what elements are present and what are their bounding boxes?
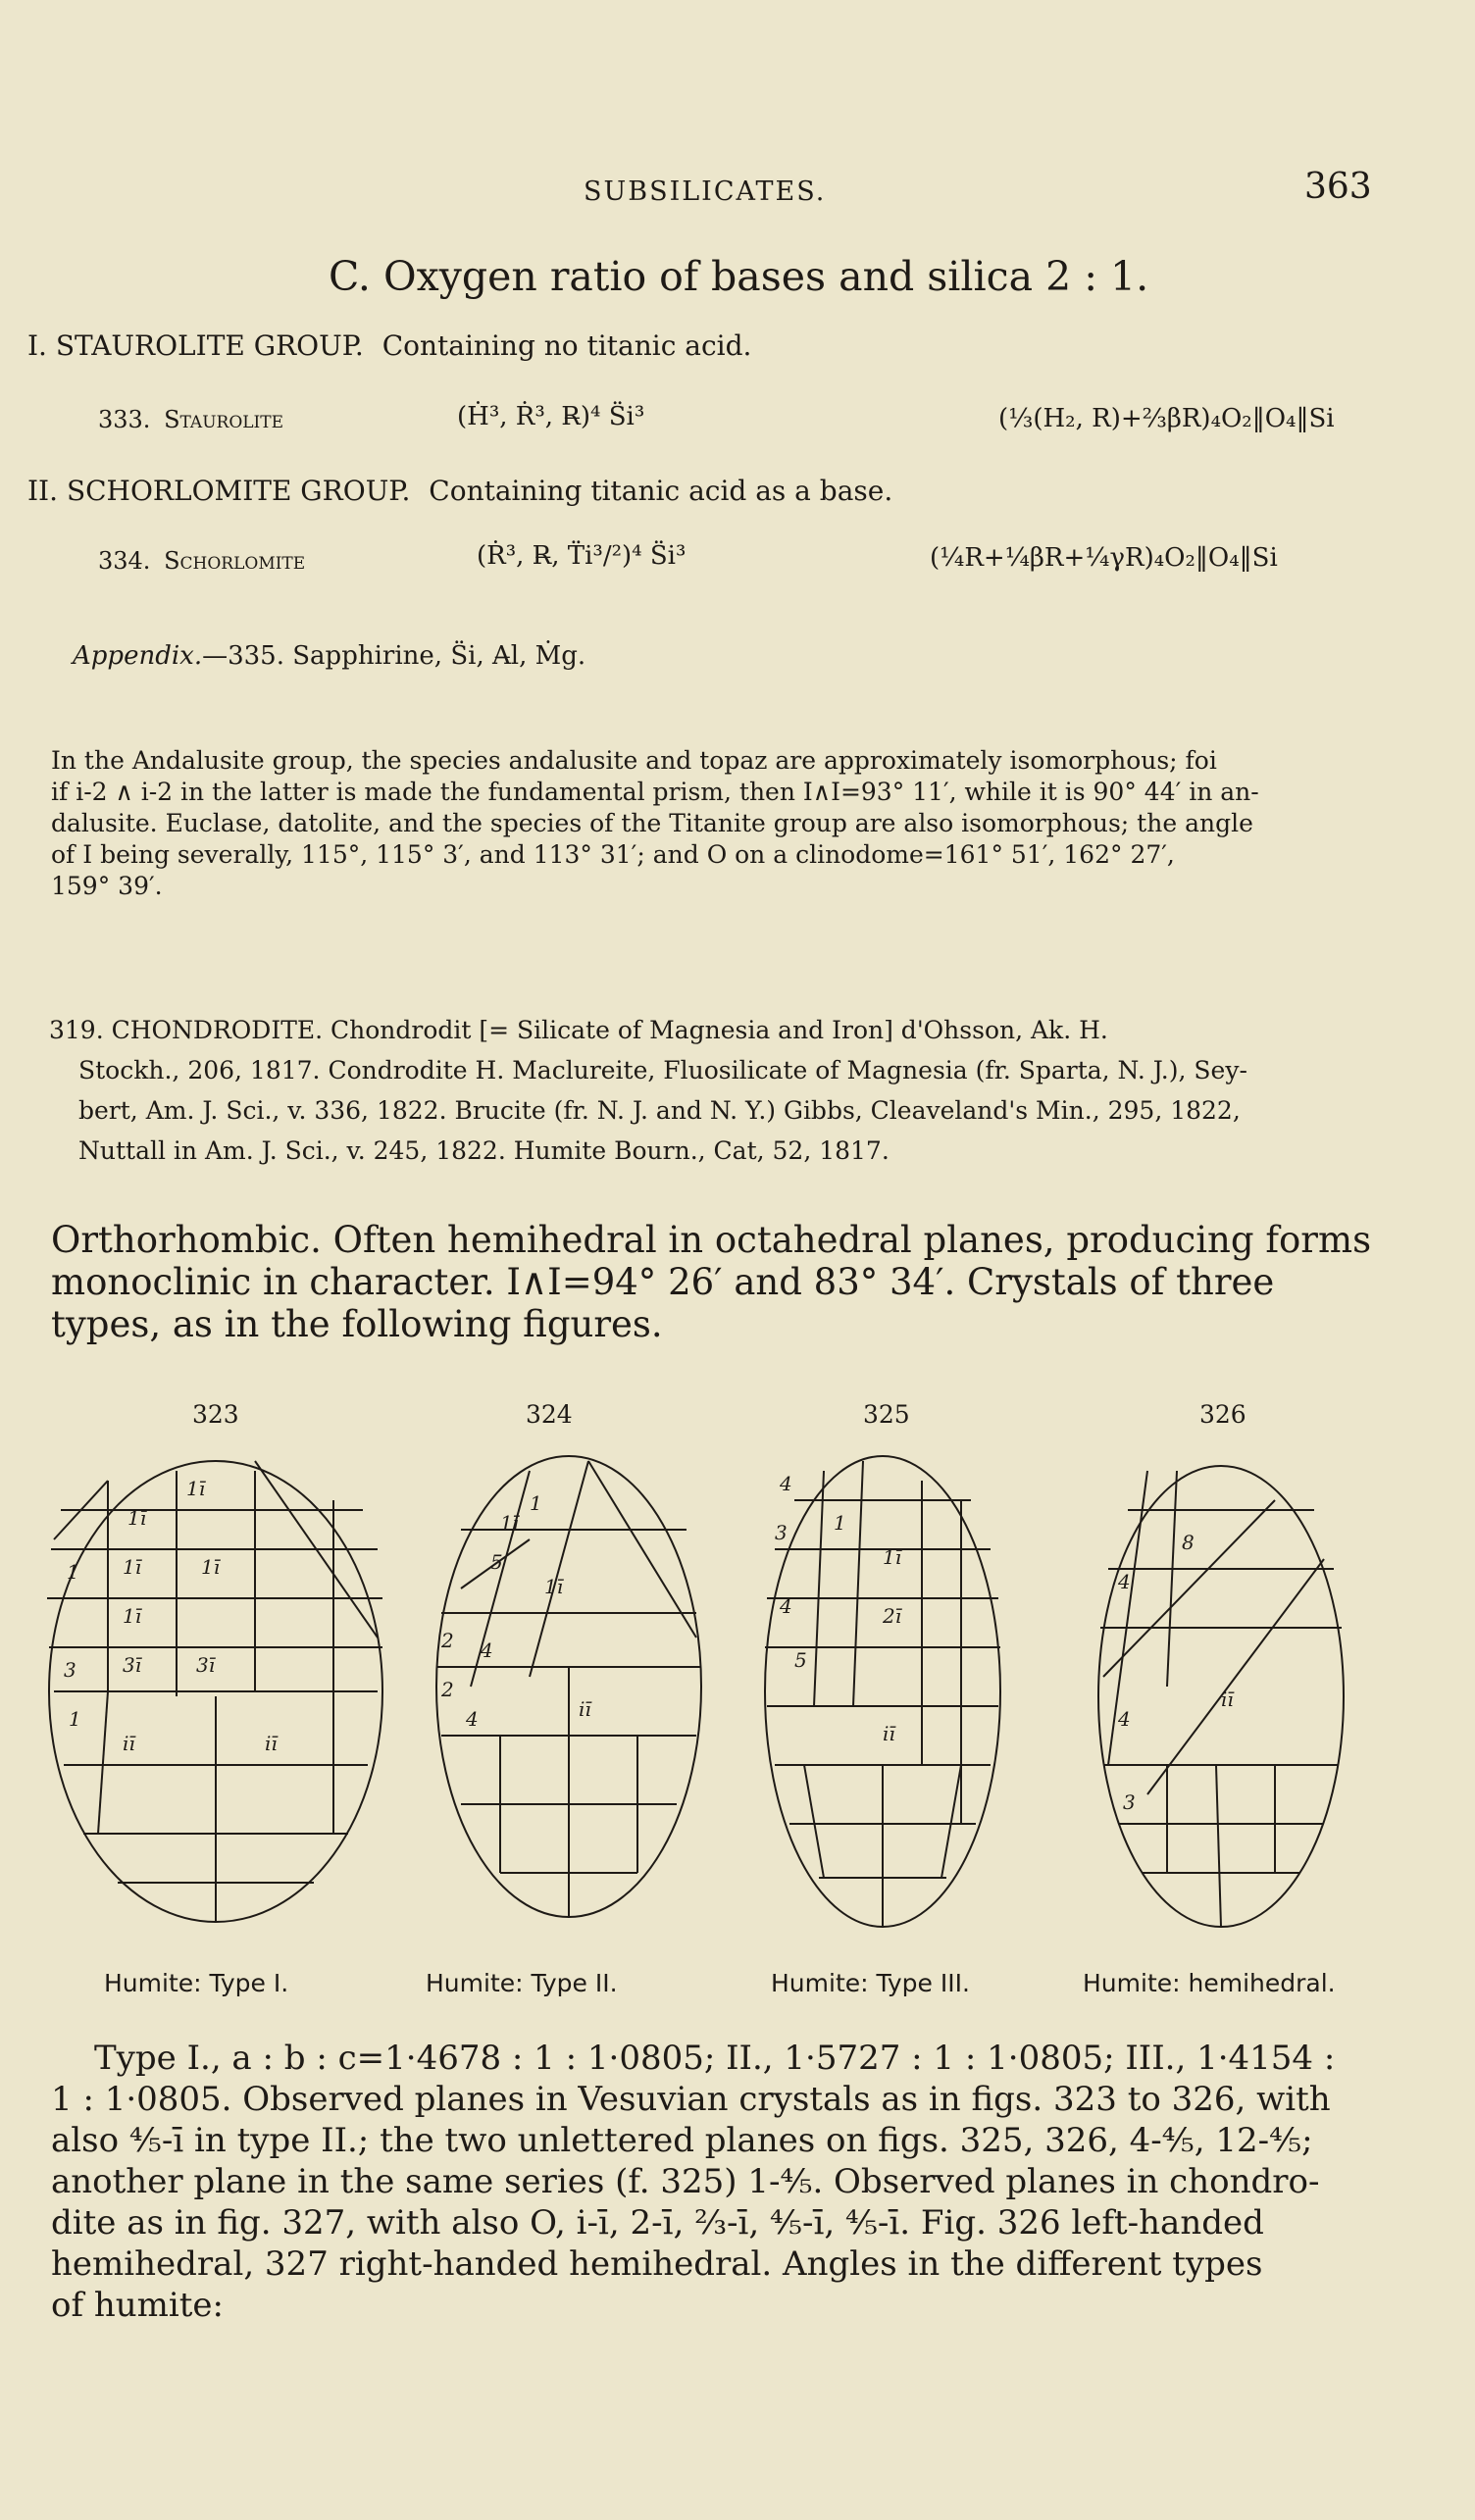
section-title: C. Oxygen ratio of bases and silica 2 : 1. <box>329 253 1149 300</box>
face-label: 3ī <box>196 1653 216 1677</box>
humite-crystal-figures <box>39 1441 1451 1951</box>
face-label: 1 <box>69 1707 81 1731</box>
entry-334-name: Schorlomite <box>164 547 306 575</box>
final-line: Type I., a : b : c=1·4678 : 1 : 1·0805; II., 1·5727 : 1 : 1·0805; III., 1·4154 : <box>94 2039 1336 2078</box>
final-line: also ⅘-ī in type II.; the two unlettered planes on figs. 325, 326, 4-⅘, 12-⅘; <box>51 2121 1313 2160</box>
face-label: 4 <box>780 1594 792 1618</box>
face-label: 1 <box>67 1560 79 1584</box>
intro-paragraph <box>51 1219 1371 1345</box>
intro-line: Orthorhombic. Often hemihedral in octahedral planes, producing forms <box>51 1219 1372 1261</box>
face-label: iī <box>883 1722 895 1745</box>
page-number: 363 <box>1304 167 1372 207</box>
face-label: 1ī <box>127 1506 147 1530</box>
face-label: 5 <box>794 1648 807 1672</box>
running-title: SUBSILICATES. <box>584 176 827 207</box>
face-label: 1ī <box>123 1555 142 1579</box>
face-label: 1ī <box>500 1511 520 1535</box>
group-1-name: STAUROLITE GROUP. <box>55 329 364 362</box>
figure-323-caption: Humite: Type I. <box>104 1969 289 1997</box>
entry-333-formula-1: (Ḣ³, Ṙ³, R̶)⁴ S̈i³ <box>457 402 645 431</box>
final-line: hemihedral, 327 right-handed hemihedral. Angles in the different types <box>51 2244 1263 2284</box>
group-2-heading <box>27 475 892 507</box>
final-line: dite as in fig. 327, with also O, i-ī, 2-ī, ⅔-ī, ⅘-ī, ⅘-ī. Fig. 326 left-handed <box>51 2203 1264 2243</box>
face-label: 5 <box>490 1550 503 1574</box>
chondrodite-entry <box>49 1010 1247 1171</box>
face-label: 2 <box>441 1678 454 1701</box>
final-line: another plane in the same series (f. 325) 1-⅘. Observed planes in chondro- <box>51 2162 1320 2201</box>
entry-334-formula-2: (¼R+¼βR+¼γR)₄O₂‖O₄‖Si <box>930 543 1278 573</box>
chondrodite-line: Stockh., 206, 1817. Condrodite H. Maclureite, Fluosilicate of Magnesia (fr. Sparta, N. J.), Sey- <box>78 1056 1247 1084</box>
face-label: 1 <box>834 1511 846 1535</box>
final-line: 1 : 1·0805. Observed planes in Vesuvian crystals as in figs. 323 to 326, with <box>51 2080 1331 2119</box>
figure-326-caption: Humite: hemihedral. <box>1083 1969 1336 1997</box>
face-label: 4 <box>1118 1570 1131 1593</box>
figure-325-drawing <box>765 1456 1000 1927</box>
figure-324-number: 324 <box>526 1400 573 1429</box>
final-line: of humite: <box>51 2286 225 2325</box>
figure-326-number: 326 <box>1199 1400 1246 1429</box>
figure-323-drawing <box>47 1461 382 1922</box>
andalusite-line: 159° 39′. <box>51 872 163 900</box>
face-label: 3 <box>64 1658 76 1682</box>
face-label: 1 <box>530 1491 542 1515</box>
face-label: iī <box>579 1697 591 1721</box>
entry-334 <box>98 547 305 575</box>
entry-333-formula-2: (⅓(H₂, R)+⅔βR)₄O₂‖O₄‖Si <box>998 404 1335 433</box>
group-2-numeral: II. <box>27 475 59 507</box>
figure-324-drawing <box>436 1456 701 1917</box>
intro-line: types, as in the following figures. <box>51 1303 663 1345</box>
face-label: 4 <box>780 1472 792 1495</box>
entry-334-num: 334. <box>98 547 151 575</box>
chondrodite-line: 319. CHONDRODITE. Chondrodit [= Silicate of Magnesia and Iron] d'Ohsson, Ak. H. <box>49 1016 1108 1044</box>
figure-324-caption: Humite: Type II. <box>426 1969 618 1997</box>
group-2-desc: Containing titanic acid as a base. <box>429 475 893 507</box>
final-paragraph <box>51 2038 1335 2326</box>
chondrodite-line: Nuttall in Am. J. Sci., v. 245, 1822. Humite Bourn., Cat, 52, 1817. <box>78 1136 890 1165</box>
andalusite-line: if i-2 ∧ i-2 in the latter is made the fundamental prism, then I∧I=93° 11′, while it is 90° 44′ in an- <box>51 778 1259 806</box>
figure-323-number: 323 <box>192 1400 239 1429</box>
andalusite-line: of I being severally, 115°, 115° 3′, and 113° 31′; and O on a clinodome=161° 51′, 162° 27′, <box>51 840 1175 869</box>
face-label: 3ī <box>123 1653 142 1677</box>
appendix-text: —335. Sapphirine, S̈i, A̶l, Ṁg. <box>202 641 586 671</box>
entry-333 <box>98 406 283 433</box>
face-label: 4 <box>1118 1707 1131 1731</box>
face-label: 1ī <box>201 1555 221 1579</box>
face-label: iī <box>123 1732 135 1755</box>
face-label: 1ī <box>123 1604 142 1628</box>
entry-333-num: 333. <box>98 406 151 433</box>
face-label: 4 <box>466 1707 479 1731</box>
figure-325-number: 325 <box>863 1400 910 1429</box>
face-label: 1ī <box>186 1477 206 1500</box>
andalusite-paragraph <box>51 745 1385 902</box>
face-label: 3 <box>1123 1790 1136 1814</box>
face-label: 2ī <box>883 1604 902 1628</box>
face-label: 1ī <box>883 1545 902 1569</box>
appendix <box>73 641 585 671</box>
intro-line: monoclinic in character. I∧I=94° 26′ and 83° 34′. Crystals of three <box>51 1261 1275 1303</box>
face-label: 8 <box>1182 1531 1195 1554</box>
andalusite-line: dalusite. Euclase, datolite, and the species of the Titanite group are also isomorphous; the angle <box>51 809 1253 837</box>
face-label: 3 <box>775 1521 788 1544</box>
appendix-label: Appendix. <box>73 641 203 671</box>
group-1-heading <box>27 329 751 362</box>
face-label: 1ī <box>544 1575 564 1598</box>
chondrodite-line: bert, Am. J. Sci., v. 336, 1822. Brucite (fr. N. J. and N. Y.) Gibbs, Cleaveland's Min., 295, 1822, <box>78 1096 1241 1125</box>
group-1-desc: Containing no titanic acid. <box>381 329 752 362</box>
entry-334-formula-1: (Ṙ³, R̶, T̈i³/²)⁴ S̈i³ <box>477 541 687 571</box>
face-label: 4 <box>481 1638 493 1662</box>
face-label: iī <box>265 1732 278 1755</box>
face-label: iī <box>1221 1688 1234 1711</box>
group-1-numeral: I. <box>27 329 47 362</box>
face-label: 2 <box>441 1629 454 1652</box>
entry-333-name: Staurolite <box>164 406 284 433</box>
group-2-name: SCHORLOMITE GROUP. <box>66 475 411 507</box>
andalusite-line: In the Andalusite group, the species andalusite and topaz are approximately isomorphous; foi <box>51 746 1217 775</box>
figure-325-caption: Humite: Type III. <box>771 1969 970 1997</box>
